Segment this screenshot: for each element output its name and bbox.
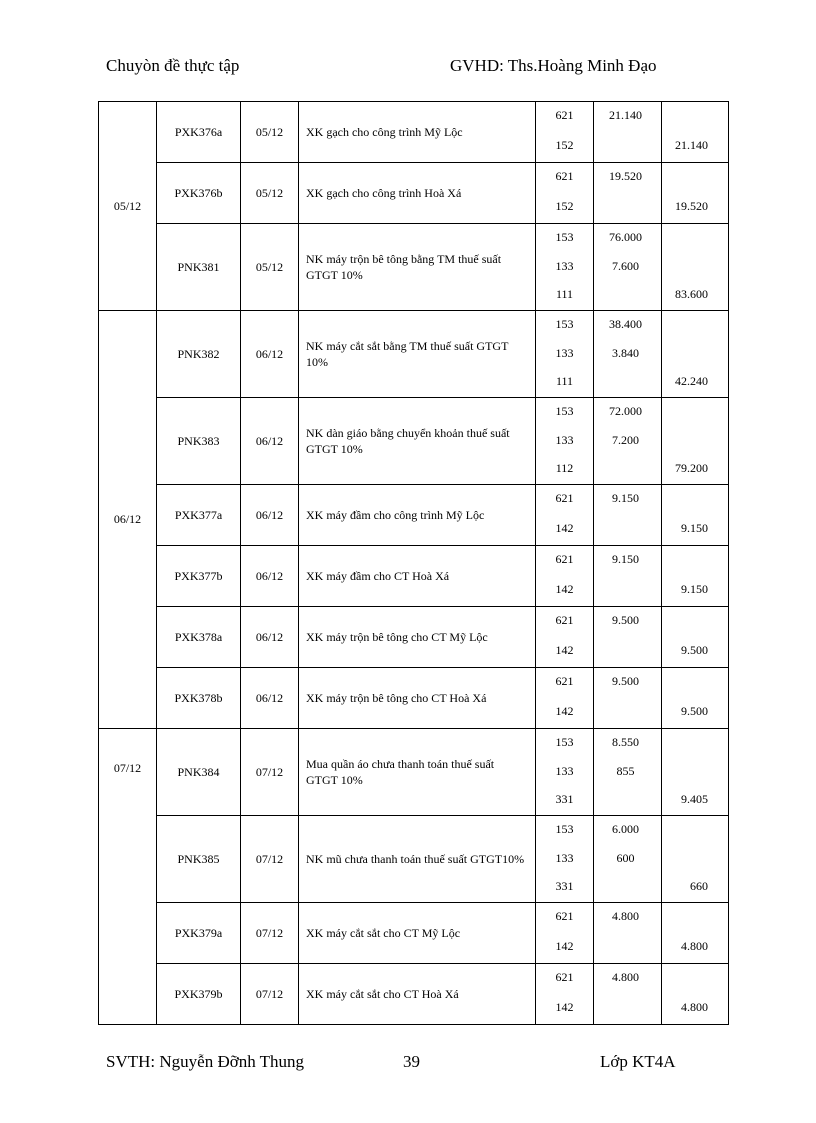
debit-amount-line: 4.800	[612, 909, 639, 923]
account-code-line: 111	[555, 287, 574, 302]
debit-amount-line: 7.600	[612, 258, 639, 273]
description: NK mũ chưa thanh toán thuế suất GTGT10%	[299, 816, 536, 903]
credit-amount-line	[662, 253, 708, 282]
group-date: 06/12	[99, 311, 157, 729]
account-code-line: 152	[555, 199, 574, 213]
doc-number: PXK378a	[157, 607, 241, 668]
debit-amount-line: 6.000	[612, 822, 639, 836]
debit-amount-line: 7.200	[612, 432, 639, 447]
doc-number: PXK379b	[157, 964, 241, 1025]
doc-date: 06/12	[241, 311, 299, 398]
account-code	[536, 546, 594, 607]
debit-amount-line: 9.150	[612, 491, 639, 505]
table-row	[99, 311, 729, 398]
doc-number: PXK379a	[157, 903, 241, 964]
credit-amount-line	[662, 398, 708, 427]
doc-date: 06/12	[241, 546, 299, 607]
table-row	[99, 485, 729, 546]
doc-date: 06/12	[241, 668, 299, 729]
description: XK máy trộn bê tông cho CT Mỹ Lộc	[299, 607, 536, 668]
credit-amount-line	[662, 964, 708, 994]
account-code-line: 621	[555, 970, 574, 984]
description: XK máy trộn bê tông cho CT Hoà Xá	[299, 668, 536, 729]
debit-amount-line	[594, 281, 661, 310]
debit-amount-line: 855	[616, 763, 635, 778]
doc-number: PNK385	[157, 816, 241, 903]
account-code-line: 142	[555, 704, 574, 718]
credit-amount-line	[662, 668, 708, 698]
table-row	[99, 163, 729, 224]
description: NK máy trộn bê tông bằng TM thuế suất GTGT 10%	[299, 224, 536, 311]
table-row	[99, 903, 729, 964]
debit-amount-line	[594, 873, 661, 902]
credit-amount-line: 660	[690, 879, 708, 894]
account-code-line: 331	[555, 792, 574, 807]
debit-amount-line	[594, 368, 661, 397]
account-code-line: 133	[555, 850, 574, 865]
credit-amount-line	[662, 816, 708, 845]
credit-amount-line	[662, 607, 708, 637]
account-code-line: 153	[555, 230, 574, 244]
debit-amount	[594, 546, 662, 607]
debit-amount	[594, 398, 662, 485]
credit-amount-line	[662, 340, 708, 369]
credit-amount	[662, 729, 729, 816]
account-code-line: 153	[555, 822, 574, 836]
credit-amount-line: 9.150	[681, 582, 708, 596]
account-code-line: 621	[555, 674, 574, 688]
debit-amount-line	[594, 786, 661, 815]
debit-amount	[594, 102, 662, 163]
account-code-line: 621	[555, 909, 574, 923]
page-number: 39	[403, 1052, 420, 1071]
credit-amount-line	[662, 427, 708, 456]
debit-amount-line: 72.000	[609, 404, 642, 418]
credit-amount-line: 83.600	[675, 287, 708, 302]
credit-amount-line	[662, 485, 708, 515]
debit-amount	[594, 903, 662, 964]
account-code-line: 142	[555, 643, 574, 657]
credit-amount-line: 79.200	[675, 461, 708, 476]
group-date: 05/12	[99, 102, 157, 311]
doc-number: PXK377b	[157, 546, 241, 607]
debit-amount	[594, 816, 662, 903]
doc-date: 07/12	[241, 729, 299, 816]
debit-amount-line: 9.500	[612, 674, 639, 688]
credit-amount-line: 19.520	[675, 199, 708, 213]
account-code-line: 133	[555, 432, 574, 447]
debit-amount-line: 38.400	[609, 317, 642, 331]
description: XK máy đầm cho công trình Mỹ Lộc	[299, 485, 536, 546]
table-row	[99, 102, 729, 163]
debit-amount-line: 9.500	[612, 613, 639, 627]
description: XK gạch cho công trình Hoà Xá	[299, 163, 536, 224]
credit-amount	[662, 607, 729, 668]
doc-number: PNK383	[157, 398, 241, 485]
credit-amount-line: 42.240	[675, 374, 708, 389]
doc-number: PNK381	[157, 224, 241, 311]
credit-amount	[662, 816, 729, 903]
account-code	[536, 816, 594, 903]
debit-amount-line: 8.550	[612, 735, 639, 749]
doc-number: PXK376a	[157, 102, 241, 163]
account-code-line: 142	[555, 939, 574, 953]
account-code-line: 111	[555, 374, 574, 389]
credit-amount-line: 9.150	[681, 521, 708, 535]
account-code-line: 142	[555, 1000, 574, 1014]
credit-amount	[662, 485, 729, 546]
debit-amount-line	[594, 637, 661, 667]
footer-left: SVTH: Nguyễn Đỡnh Thung	[106, 1052, 305, 1071]
account-code-line: 153	[555, 317, 574, 331]
doc-date: 05/12	[241, 102, 299, 163]
account-code	[536, 163, 594, 224]
doc-date: 05/12	[241, 224, 299, 311]
credit-amount	[662, 311, 729, 398]
credit-amount-line: 9.405	[681, 792, 708, 807]
debit-amount-line: 19.520	[609, 169, 642, 183]
credit-amount-line: 4.800	[681, 939, 708, 953]
credit-amount-line	[662, 224, 708, 253]
account-code-line: 153	[555, 735, 574, 749]
header-right: GVHD: Ths.Hoàng Minh Đạo	[450, 56, 657, 75]
description: XK máy cắt sắt cho CT Mỹ Lộc	[299, 903, 536, 964]
description: Mua quần áo chưa thanh toán thuế suất GTGT 10%	[299, 729, 536, 816]
journal-table	[98, 101, 729, 1025]
description: XK gạch cho công trình Mỹ Lộc	[299, 102, 536, 163]
debit-amount	[594, 668, 662, 729]
debit-amount-line	[594, 994, 661, 1024]
account-code	[536, 903, 594, 964]
account-code	[536, 311, 594, 398]
credit-amount-line	[662, 758, 708, 787]
account-code	[536, 607, 594, 668]
account-code	[536, 485, 594, 546]
table-row	[99, 546, 729, 607]
debit-amount	[594, 163, 662, 224]
debit-amount	[594, 729, 662, 816]
account-code-line: 621	[555, 108, 574, 122]
account-code-line: 621	[555, 613, 574, 627]
credit-amount	[662, 903, 729, 964]
table-row	[99, 398, 729, 485]
debit-amount-line: 4.800	[612, 970, 639, 984]
account-code-line: 133	[555, 763, 574, 778]
doc-number: PXK377a	[157, 485, 241, 546]
debit-amount-line	[594, 515, 661, 545]
credit-amount	[662, 102, 729, 163]
group-date: 07/12	[99, 729, 157, 1025]
credit-amount-line	[662, 163, 708, 193]
credit-amount-line	[662, 546, 708, 576]
doc-number: PXK378b	[157, 668, 241, 729]
doc-date: 06/12	[241, 485, 299, 546]
account-code-line: 331	[555, 879, 574, 894]
debit-amount-line	[594, 455, 661, 484]
account-code	[536, 102, 594, 163]
description: NK dàn giáo bằng chuyển khoản thuế suất GTGT 10%	[299, 398, 536, 485]
description: XK máy cắt sắt cho CT Hoà Xá	[299, 964, 536, 1025]
account-code-line: 133	[555, 258, 574, 273]
account-code-line: 133	[555, 345, 574, 360]
description: NK máy cắt sắt bằng TM thuế suất GTGT 10%	[299, 311, 536, 398]
credit-amount-line	[662, 845, 708, 874]
credit-amount-line: 4.800	[681, 1000, 708, 1014]
account-code-line: 621	[555, 491, 574, 505]
account-code-line: 621	[555, 552, 574, 566]
debit-amount-line	[594, 698, 661, 728]
credit-amount-line: 9.500	[681, 704, 708, 718]
account-code-line: 112	[555, 461, 574, 476]
account-code-line: 152	[555, 138, 574, 152]
account-code-line: 621	[555, 169, 574, 183]
description: XK máy đầm cho CT Hoà Xá	[299, 546, 536, 607]
account-code	[536, 224, 594, 311]
debit-amount-line: 600	[616, 850, 635, 865]
credit-amount-line: 21.140	[675, 138, 708, 152]
debit-amount-line: 9.150	[612, 552, 639, 566]
debit-amount-line	[594, 576, 661, 606]
account-code	[536, 398, 594, 485]
credit-amount	[662, 224, 729, 311]
doc-number: PNK382	[157, 311, 241, 398]
table-row	[99, 729, 729, 816]
doc-date: 06/12	[241, 607, 299, 668]
doc-date: 06/12	[241, 398, 299, 485]
account-code-line: 142	[555, 582, 574, 596]
debit-amount-line	[594, 193, 661, 223]
debit-amount	[594, 607, 662, 668]
table-row	[99, 668, 729, 729]
account-code	[536, 964, 594, 1025]
credit-amount-line: 9.500	[681, 643, 708, 657]
doc-date: 07/12	[241, 903, 299, 964]
account-code	[536, 668, 594, 729]
table-row	[99, 607, 729, 668]
debit-amount-line	[594, 132, 661, 162]
credit-amount-line	[662, 102, 708, 132]
credit-amount-line	[662, 903, 708, 933]
credit-amount	[662, 398, 729, 485]
credit-amount	[662, 668, 729, 729]
credit-amount-line	[662, 729, 708, 758]
doc-date: 07/12	[241, 816, 299, 903]
debit-amount	[594, 485, 662, 546]
account-code	[536, 729, 594, 816]
footer-right: Lớp KT4A	[600, 1052, 676, 1071]
debit-amount-line: 76.000	[609, 230, 642, 244]
debit-amount	[594, 311, 662, 398]
doc-number: PNK384	[157, 729, 241, 816]
table-row	[99, 964, 729, 1025]
doc-date: 07/12	[241, 964, 299, 1025]
debit-amount-line: 3.840	[612, 345, 639, 360]
account-code-line: 142	[555, 521, 574, 535]
credit-amount	[662, 964, 729, 1025]
table-row	[99, 816, 729, 903]
doc-date: 05/12	[241, 163, 299, 224]
account-code-line: 153	[555, 404, 574, 418]
debit-amount-line	[594, 933, 661, 963]
debit-amount-line: 21.140	[609, 108, 642, 122]
debit-amount	[594, 224, 662, 311]
credit-amount-line	[662, 311, 708, 340]
table-row	[99, 224, 729, 311]
credit-amount	[662, 163, 729, 224]
debit-amount	[594, 964, 662, 1025]
header-left: Chuyòn đề thực tập	[106, 56, 240, 75]
doc-number: PXK376b	[157, 163, 241, 224]
credit-amount	[662, 546, 729, 607]
